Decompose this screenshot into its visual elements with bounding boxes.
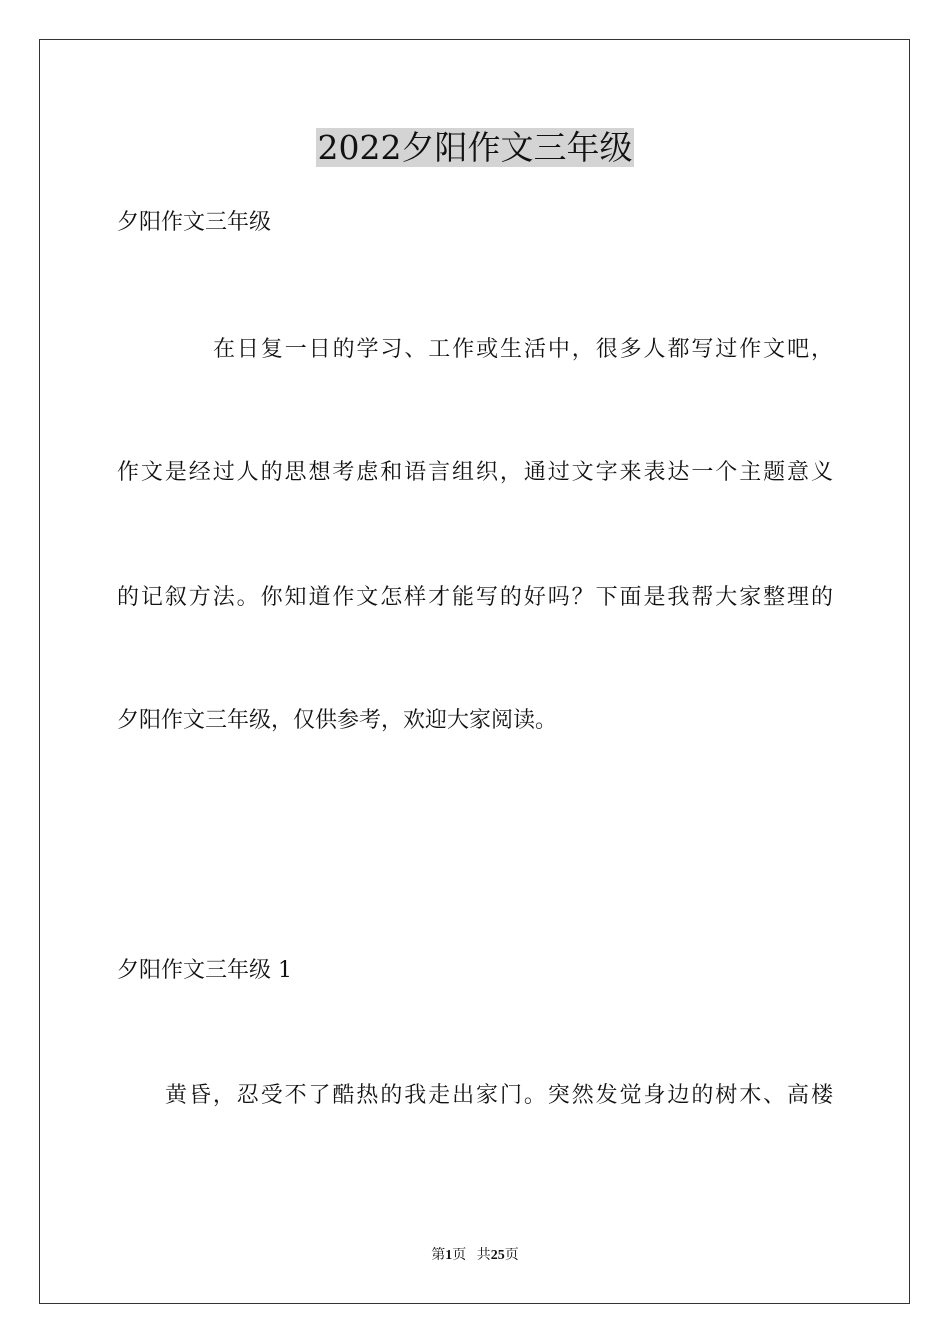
footer-total-pages: 25 <box>490 1248 505 1263</box>
footer-page-prefix: 第 <box>431 1248 446 1263</box>
section-heading: 夕阳作文三年级 1 <box>117 958 292 983</box>
intro-line-4: 夕阳作文三年级，仅供参考，欢迎大家阅读。 <box>117 708 558 733</box>
intro-line-2: 作文是经过人的思想考虑和语言组织，通过文字来表达一个主题意义 <box>117 460 833 485</box>
footer-total-prefix: 共 <box>476 1248 491 1263</box>
page-footer <box>0 1246 950 1266</box>
footer-total-suffix: 页 <box>504 1248 519 1263</box>
footer-page-suffix: 页 <box>452 1248 467 1263</box>
section-paragraph-line-1: 黄昏，忍受不了酷热的我走出家门。突然发觉身边的树木、高楼 <box>165 1083 833 1108</box>
document-title-text: 2022夕阳作文三年级 <box>317 128 633 167</box>
document-subtitle: 夕阳作文三年级 <box>117 210 272 235</box>
document-title <box>0 126 950 170</box>
intro-line-1: 在日复一日的学习、工作或生活中，很多人都写过作文吧， <box>213 337 833 362</box>
footer-page-number: 1 <box>445 1248 453 1263</box>
intro-line-3: 的记叙方法。你知道作文怎样才能写的好吗？下面是我帮大家整理的 <box>117 585 833 610</box>
